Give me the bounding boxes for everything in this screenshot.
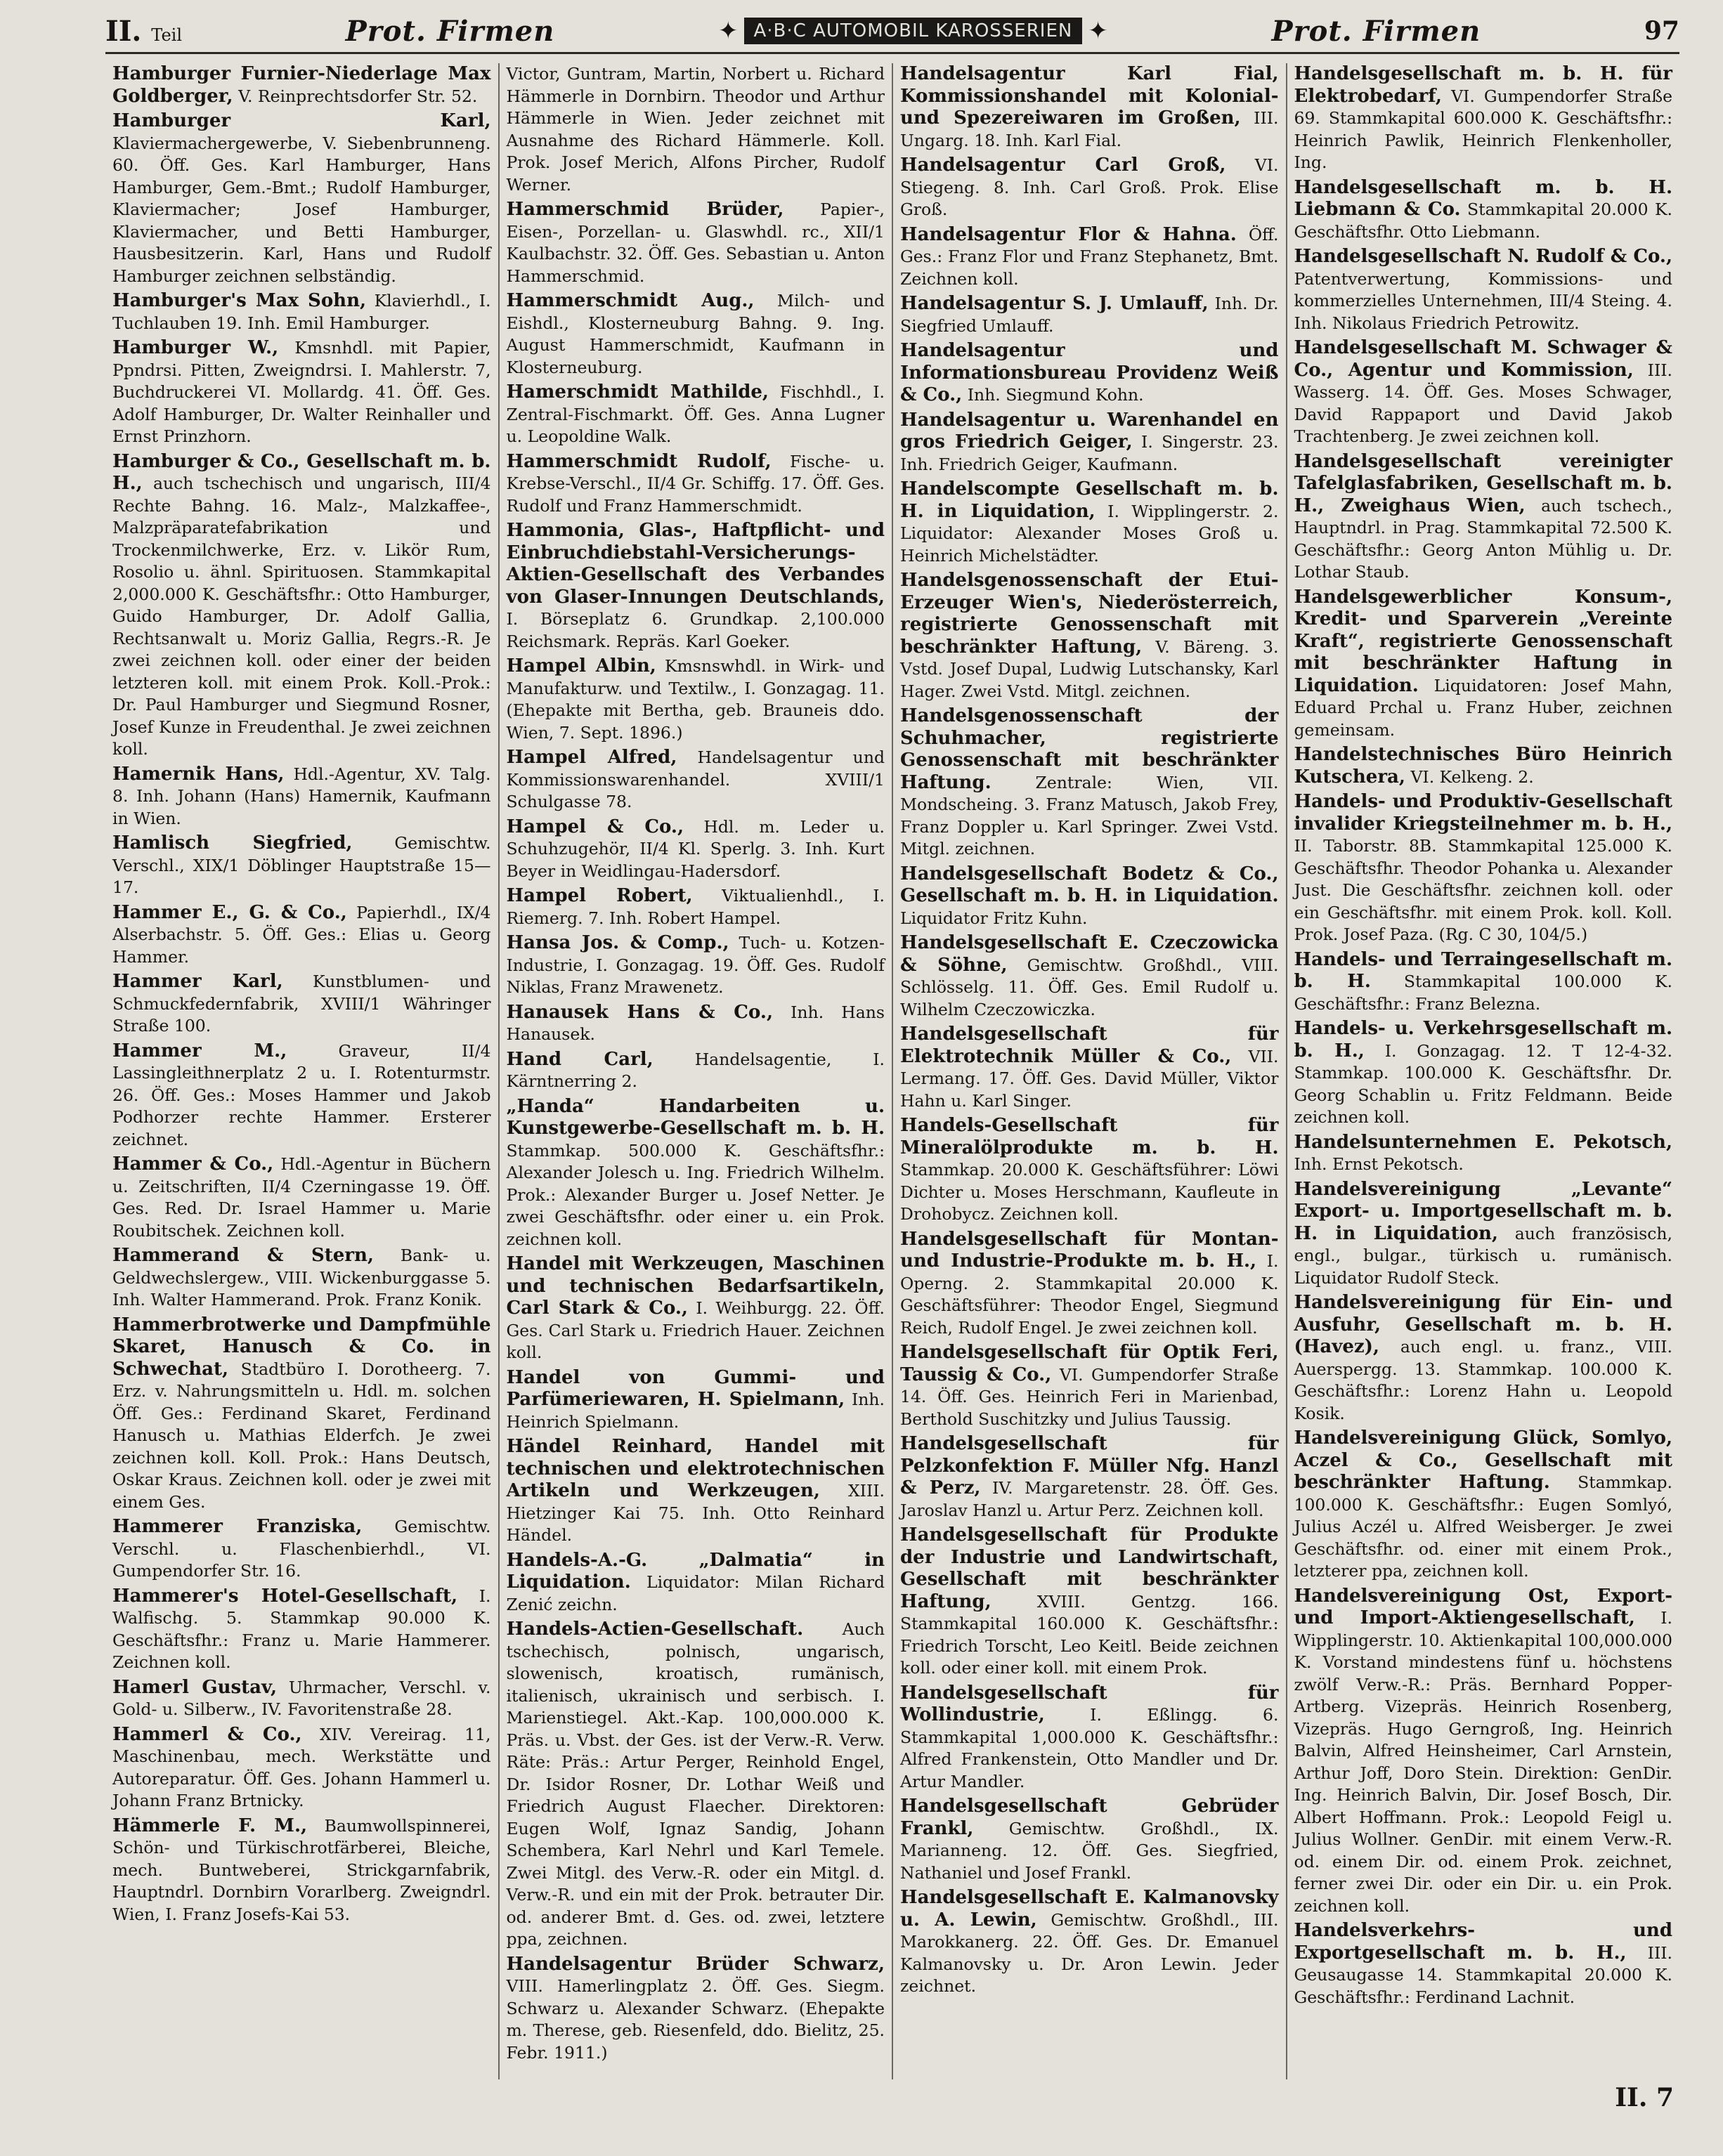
directory-entry xyxy=(1294,587,1673,742)
firm-details: VI. Gumpendorfer Straße 14. Öff. Ges. Heinrich Feri in Marienbad, Berthold Suschitzky und Julius Taussig. xyxy=(900,1364,1279,1429)
directory-entry xyxy=(112,110,491,287)
directory-columns xyxy=(105,63,1679,2079)
directory-entry xyxy=(112,1677,491,1721)
directory-entry xyxy=(1294,177,1673,244)
column-2 xyxy=(500,63,894,2079)
firm-details: Klaviermachergewerbe, V. Siebenbrunneng. 60. Öff. Ges. Karl Hamburger, Hans Hamburger, Gem.-Bmt.; Rudolf Hamburger, Klaviermacher; Josef Hamburger, Klaviermacher, und Betti Hamburger, Hausbesitzerin. Karl, Hans und Rudolf Hamburger zeichnen selbständig. xyxy=(112,133,491,286)
firm-name: Handelsagentur Brüder Schwarz, xyxy=(506,1953,885,1975)
directory-entry xyxy=(507,932,885,999)
firm-details: Uhrmacher, Verschl. v. Gold- u. Silberw., IV. Favoritenstraße 28. xyxy=(112,1677,491,1719)
firm-name: Hammerer Franziska, xyxy=(112,1516,363,1537)
firm-name: Handel mit Werkzeugen, Maschinen und technischen Bedarfsartikeln, Carl Stark & Co., xyxy=(506,1253,885,1319)
directory-entry xyxy=(900,293,1279,337)
firm-name: Hamburger's Max Sohn, xyxy=(112,290,367,311)
firm-details: VI. Kelkeng. 2. xyxy=(1410,766,1534,787)
firm-details: Stammkap. 100.000 K. Geschäftsfhr.: Eugen Somlyó, Julius Aczél u. Alfred Weisberger. Je zwei Geschäftsfhr. od. einer mit einem Prok., letzterer ppa, zeichnen koll. xyxy=(1294,1472,1672,1581)
firm-details: I. Eßlingg. 6. Stammkapital 1,000.000 K. Geschäftsfhr.: Alfred Frankenstein, Otto Mandler und Dr. Artur Mandler. xyxy=(900,1705,1279,1791)
directory-entry xyxy=(507,1436,885,1547)
directory-entry xyxy=(507,747,885,814)
firm-details: Victor, Guntram, Martin, Norbert u. Richard Hämmerle in Dornbirn. Theodor und Arthur Hämmerle in Wien. Jeder zeichnet mit Ausnahme des Richard Hämmerle. Koll. Prok. Josef Merich, Alfons Pircher, Rudolf Werner. xyxy=(506,64,885,195)
directory-entry xyxy=(900,863,1279,930)
firm-name: Hamburger & Co., Gesellschaft m. b. H., xyxy=(112,450,491,494)
firm-details: Stammkap. 20.000 K. Geschäftsführer: Löwi Dichter u. Moses Herschmann, Kaufleute in Drohobycz. Zeichnen koll. xyxy=(900,1160,1279,1224)
firm-name: Handel von Gummi- und Parfümeriewaren, H. Spielmann, xyxy=(506,1366,885,1410)
firm-name: Handelsagentur Flor & Hahna. xyxy=(900,223,1237,245)
firm-details: IV. Margaretenstr. 28. Öff. Ges. Jaroslav Hanzl u. Artur Perz. Zeichnen koll. xyxy=(900,1478,1279,1520)
firm-details: Tuch- u. Kotzen-Industrie, I. Gonzagag. 19. Öff. Ges. Rudolf Niklas, Franz Mrawenetz. xyxy=(506,933,885,997)
directory-entry xyxy=(507,1002,885,1046)
firm-details: XIV. Vereirag. 11, Maschinenbau, mech. Werkstätte und Autoreparatur. Öff. Ges. Johann Hammerl u. Johann Franz Brtnicky. xyxy=(112,1724,491,1810)
firm-details: Inh. Ernst Pekotsch. xyxy=(1294,1154,1464,1174)
directory-entry xyxy=(112,1586,491,1674)
firm-name: Handels- u. Verkehrsgesellschaft m. b. H., xyxy=(1294,1018,1672,1061)
firm-name: Handelsgesellschaft M. Schwager & Co., Agentur und Kommission, xyxy=(1294,337,1672,381)
directory-entry xyxy=(1294,63,1673,174)
firm-details: I. Wipplingerstr. 2. Liquidator: Alexander Moses Groß u. Heinrich Michelstädter. xyxy=(900,501,1279,566)
firm-name: Handels-Actien-Gesellschaft. xyxy=(506,1619,804,1640)
directory-entry xyxy=(507,1253,885,1364)
page-number: 97 xyxy=(1644,16,1679,46)
directory-entry xyxy=(900,155,1279,221)
firm-details: VI. Stiegeng. 8. Inh. Carl Groß. Prok. Elise Groß. xyxy=(900,155,1279,219)
firm-details: Patentverwertung, Kommissions- und kommerzielles Unternehmen, III/4 Steing. 4. Inh. Nikolaus Friedrich Petrowitz. xyxy=(1294,268,1672,333)
firm-name: Hammer M., xyxy=(112,1040,287,1061)
directory-entry xyxy=(900,1524,1279,1680)
firm-details: III. Ungarg. 18. Inh. Karl Fial. xyxy=(900,108,1279,150)
firm-details: auch engl. u. franz., VIII. Auerspergg. 13. Stammkap. 100.000 K. Geschäftsfhr.: Lorenz Hahn u. Leopold Kosik. xyxy=(1294,1337,1672,1423)
firm-details: VIII. Hamerlingplatz 2. Öff. Ges. Siegm. Schwarz u. Alexander Schwarz. (Ehepakte m. Therese, geb. Riesenfeld, ddo. Bielitz, 25. Febr. 1911.) xyxy=(506,1976,885,2063)
firm-details: Öff. Ges.: Franz Flor und Franz Stephanetz, Bmt. Zeichnen koll. xyxy=(900,224,1279,289)
directory-entry xyxy=(112,971,491,1038)
firm-name: Hamburger Karl, xyxy=(112,110,491,131)
firm-name: Hammer & Co., xyxy=(112,1154,274,1175)
firm-details: Gemischtw. Großhdl., III. Marokkanerg. 22. Öff. Ges. Dr. Emanuel Kalmanovsky u. Dr. Aron Lewin. Jeder zeichnet. xyxy=(900,1909,1279,1996)
firm-name: Hand Carl, xyxy=(506,1048,654,1070)
firm-details: I. Weihburgg. 22. Öff. Ges. Carl Stark u. Friedrich Hauer. Zeichnen koll. xyxy=(506,1298,885,1362)
directory-entry xyxy=(112,1815,491,1926)
firm-details: Kmsnswhdl. in Wirk- und Manufakturw. und Textilw., I. Gonzagag. 11. (Ehepakte mit Bertha, geb. Brauneis ddo. Wien, 7. Sept. 1896.) xyxy=(506,656,885,743)
firm-details: Hdl. m. Leder u. Schuhzugehör, II/4 Kl. Sperlg. 3. Inh. Kurt Beyer in Weidlingau-Hadersdorf. xyxy=(506,816,885,881)
directory-entry xyxy=(507,1367,885,1434)
firm-details: Inh. Heinrich Spielmann. xyxy=(506,1390,885,1432)
directory-entry xyxy=(507,63,885,196)
directory-entry xyxy=(1294,791,1673,946)
firm-name: Handelsgesellschaft Bodetz & Co., Gesellschaft m. b. H. in Liquidation. xyxy=(900,863,1279,906)
firm-name: Handelsagentur S. J. Umlauff, xyxy=(900,293,1209,314)
directory-entry xyxy=(112,902,491,969)
firm-name: Handelsgesellschaft für Optik Feri, Taussig & Co., xyxy=(900,1342,1279,1385)
page-header xyxy=(105,10,1679,54)
firm-details: I. Gonzagag. 12. T 12-4-32. Stammkap. 100.000 K. Geschäftsfhr. Dr. Georg Schablin u. Fritz Feldmann. Beide zeichnen koll. xyxy=(1294,1040,1672,1127)
firm-details: I. Singerstr. 23. Inh. Friedrich Geiger, Kaufmann. xyxy=(900,432,1279,474)
firm-details: V. Reinprechtsdorfer Str. 52. xyxy=(238,86,478,106)
firm-details: Papierhdl., IX/4 Alserbachstr. 5. Öff. Ges.: Elias u. Georg Hammer. xyxy=(112,902,491,967)
firm-name: Handels-A.-G. „Dalmatia“ in Liquidation. xyxy=(506,1549,885,1593)
firm-details: I. Wipplingerstr. 10. Aktienkapital 100,000.000 K. Vorstand mindestens fünf u. höchstens zwölf Verw.-R.: Präs. Bernhard Popper-Artberg. Vizepräs. Heinrich Rosenberg, Vizepräs. Hugo Gerngroß, Ing. Heinrich Balvin, Alfred Heinsheimer, Carl Arnstein, Arthur Joff, Doro Stein. Direktion: GenDir. Ing. Heinrich Balvin, Dir. Josef Bosch, Dir. Albert Hoffmann. Prok.: Leopold Feigl u. Julius Wollner. GenDir. mit einem Verw.-R. od. einem Dir. od. einem Prok. zeichnet, ferner zwei Dir. oder ein Dir. u. ein Prok. zeichnen koll. xyxy=(1294,1608,1672,1916)
firm-details: V. Bäreng. 3. Vstd. Josef Dupal, Ludwig Lutschansky, Karl Hager. Zwei Vstd. Mitgl. zeichnen. xyxy=(900,636,1279,701)
firm-name: Hamerschmidt Mathilde, xyxy=(506,381,769,403)
firm-name: Handelsgesellschaft E. Kalmanovsky u. A. Lewin, xyxy=(900,1887,1279,1930)
firm-name: Hammerl & Co., xyxy=(112,1723,302,1745)
firm-name: Handelsgesellschaft N. Rudolf & Co., xyxy=(1294,246,1672,267)
firm-details: auch tschech., Hauptndrl. in Prag. Stammkapital 72.500 K. Geschäftsfhr.: Georg Anton Mühlig u. Dr. Lothar Staub. xyxy=(1294,495,1672,582)
firm-details: I. Walfischg. 5. Stammkap 90.000 K. Geschäftsfhr.: Franz u. Marie Hammerer. Zeichnen koll. xyxy=(112,1586,491,1672)
firm-name: Hammer E., G. & Co., xyxy=(112,901,347,923)
directory-entry xyxy=(900,1683,1279,1794)
firm-details: Handelsagentie, I. Kärntnerring 2. xyxy=(506,1049,885,1091)
firm-details: Stammkap. 500.000 K. Geschäftsfhr.: Alexander Jolesch u. Ing. Friedrich Wilhelm. Prok.: Alexander Burger u. Josef Netter. Je zwei Geschäftsfhr. oder einer u. ein Prok. zeichnen koll. xyxy=(506,1140,885,1249)
directory-entry xyxy=(900,1342,1279,1430)
directory-entry xyxy=(507,290,885,379)
firm-details: Graveur, II/4 Lassingleithnerplatz 2 u. I. Rotenturmstr. 26. Öff. Ges.: Moses Hammer und Jakob Podhorzer rechte Hammer. Ersterer zeichnet. xyxy=(112,1040,491,1149)
firm-name: Hampel Alfred, xyxy=(506,747,677,768)
firm-name: Handelsgesellschaft Gebrüder Frankl, xyxy=(900,1796,1279,1839)
directory-entry xyxy=(112,1154,491,1242)
firm-details: Fischhdl., I. Zentral-Fischmarkt. Öff. Ges. Anna Lugner u. Leopoldine Walk. xyxy=(506,382,885,446)
firm-details: VII. Lermang. 17. Öff. Ges. David Müller, Viktor Hahn u. Karl Singer. xyxy=(900,1046,1279,1111)
firm-details: II. Taborstr. 8B. Stammkapital 125.000 K. Geschäftsfhr. Theodor Pohanka u. Alexander Just. Die Geschäftsfhr. zeichnen koll. oder ein Geschäftsfhr. mit einem Prok. koll. Koll. Prok. Josef Paza. (Rg. C 30, 104/5.) xyxy=(1294,836,1672,944)
firm-name: Hammerbrotwerke und Dampfmühle Skaret, Hanusch & Co. in Schwechat, xyxy=(112,1314,491,1380)
directory-entry xyxy=(112,1245,491,1312)
firm-details: Liquidatoren: Josef Mahn, Eduard Prchal u. Franz Huber, zeichnen gemeinsam. xyxy=(1294,675,1672,740)
firm-details: Liquidator Fritz Kuhn. xyxy=(900,908,1088,928)
firm-details: Stadtbüro I. Dorotheerg. 7. Erz. v. Nahrungsmitteln u. Hdl. m. solchen Öff. Ges.: Ferdinand Skaret, Ferdinand Hanusch u. Mathias Elderfch. Je zwei zeichnen koll. Koll. Prok.: Hans Deutsch, Oskar Kraus. Zeichnen koll. oder je zwei mit einem Ges. xyxy=(112,1359,491,1512)
directory-entry xyxy=(112,1516,491,1583)
firm-name: Handelsgesellschaft für Wollindustrie, xyxy=(900,1682,1279,1725)
section-title-right: Prot. Firmen xyxy=(1271,14,1481,48)
firm-details: I. Operng. 2. Stammkapital 20.000 K. Geschäftsführer: Theodor Engel, Siegmund Reich, Rudolf Engel. Je zwei zeichnen koll. xyxy=(900,1251,1279,1338)
firm-details: Hdl.-Agentur in Büchern u. Zeitschriften, II/4 Czerningasse 19. Öff. Ges. Red. Dr. Israel Hammer u. Marie Roubitschek. Zeichnen koll. xyxy=(112,1154,491,1241)
firm-name: Handelscompte Gesellschaft m. b. H. in Liquidation, xyxy=(900,478,1279,522)
directory-entry xyxy=(507,381,885,448)
directory-entry xyxy=(1294,337,1673,448)
directory-entry xyxy=(507,655,885,744)
firm-name: Handelsgenossenschaft der Etui-Erzeuger Wien's, Niederösterreich, registrierte Genossenschaft mit beschränkter Haftung, xyxy=(900,570,1279,658)
firm-name: Handelsgesellschaft m. b. H. für Elektrobedarf, xyxy=(1294,63,1672,107)
firm-details: Fische- u. Krebse-Verschl., II/4 Gr. Schiffg. 17. Öff. Ges. Rudolf und Franz Hammerschmidt. xyxy=(506,451,885,516)
firm-name: Hamernik Hans, xyxy=(112,763,285,785)
directory-entry xyxy=(900,570,1279,703)
firm-name: Handelsgesellschaft m. b. H. Liebmann & Co. xyxy=(1294,176,1672,220)
directory-entry xyxy=(507,1096,885,1251)
advertisement-banner xyxy=(718,17,1108,45)
firm-name: Handelsvereinigung „Levante“ Export- u. Importgesellschaft m. b. H. in Liquidation, xyxy=(1294,1178,1672,1244)
firm-name: Hammerschmidt Aug., xyxy=(506,290,755,311)
directory-entry xyxy=(507,1954,885,2065)
directory-entry xyxy=(900,340,1279,407)
directory-entry xyxy=(900,932,1279,1021)
column-3 xyxy=(893,63,1287,2079)
firm-name: Hammerer's Hotel-Gesellschaft, xyxy=(112,1585,458,1607)
firm-name: Hammonia, Glas-, Haftpflicht- und Einbruchdiebstahl-Versicherungs-Aktien-Gesellschaft des Verbandes von Glaser-Innungen Deutschlands, xyxy=(506,520,885,608)
firm-details: Liquidator: Milan Richard Zenić zeichn. xyxy=(506,1572,885,1614)
firm-details: III. Geusaugasse 14. Stammkapital 20.000 K. Geschäftsfhr.: Ferdinand Lachnit. xyxy=(1294,1942,1672,2007)
firm-name: Handelsgesellschaft E. Czeczowicka & Söhne, xyxy=(900,932,1279,976)
firm-name: Handelsvereinigung für Ein- und Ausfuhr, Gesellschaft m. b. H. (Havez), xyxy=(1294,1292,1672,1357)
firm-name: Hamerl Gustav, xyxy=(112,1676,278,1698)
firm-name: Hamburger Furnier-Niederlage Max Goldberger, xyxy=(112,63,491,107)
firm-name: Handelsgesellschaft für Montan- und Industrie-Produkte m. b. H., xyxy=(900,1228,1279,1272)
firm-name: Handelsagentur Carl Groß, xyxy=(900,155,1226,176)
banner-ornament-icon: ✦ xyxy=(718,17,739,45)
directory-entry xyxy=(900,1229,1279,1340)
directory-entry xyxy=(1294,246,1673,334)
firm-details: Kmsnhdl. mit Papier, Ppndrsi. Pitten, Zweigndrsi. I. Mahlerstr. 7, Buchdruckerei VI. Mollardg. 41. Öff. Ges. Adolf Hamburger, Dr. Walter Reinhaller und Ernst Prinzhorn. xyxy=(112,338,491,446)
directory-entry xyxy=(900,1115,1279,1226)
firm-details: XVIII. Gentzg. 166. Stammkapital 160.000 K. Geschäftsfhr.: Friedrich Torscht, Leo Keitl. Beide zeichnen koll. oder einer koll. mit einem Prok. xyxy=(900,1591,1279,1678)
directory-entry xyxy=(1294,949,1673,1016)
firm-name: Händel Reinhard, Handel mit technischen und elektrotechnischen Artikeln und Werkzeugen, xyxy=(506,1436,885,1501)
directory-entry xyxy=(507,451,885,518)
firm-details: Gemischtw. Verschl. u. Flaschenbierhdl., VI. Gumpendorfer Str. 16. xyxy=(112,1517,491,1581)
firm-name: Hamburger W., xyxy=(112,337,279,358)
firm-name: Handelsagentur u. Warenhandel en gros Friedrich Geiger, xyxy=(900,409,1279,452)
directory-entry xyxy=(900,63,1279,152)
section-title-left: Prot. Firmen xyxy=(345,14,555,48)
firm-details: Hdl.-Agentur, XV. Talg. 8. Inh. Johann (Hans) Hamernik, Kaufmann in Wien. xyxy=(112,764,491,828)
firm-name: Hammerschmid Brüder, xyxy=(506,199,784,220)
part-label: II. Teil xyxy=(105,14,182,48)
firm-details: Handelsagentur und Kommissionswarenhandel. XVIII/1 Schulgasse 78. xyxy=(506,747,885,811)
directory-entry xyxy=(900,1887,1279,1998)
firm-name: Hammer Karl, xyxy=(112,971,283,992)
firm-name: Hamlisch Siegfried, xyxy=(112,832,353,854)
directory-entry xyxy=(507,199,885,287)
firm-details: Auch tschechisch, polnisch, ungarisch, slowenisch, kroatisch, rumänisch, italienisch, ukrainisch und serbisch. I. Marienstiegel. Akt.-Kap. 100,000.000 K. Präs. u. Vbst. der Ges. ist der Verw.-R. Verw. Räte: Präs.: Artur Perger, Reinhold Engel, Dr. Isidor Rosner, Dr. Lothar Weiß und Friedrich August Flaecher. Direktoren: Eugen Wolf, Ignaz Sandig, Johann Schembera, Karl Nehrl und Karl Temele. Zwei Mitgl. des Verw.-R. oder ein Mitgl. d. Verw.-R. und ein mit der Prok. betrauter Dir. od. anderer Bmt. d. Ges. od. zwei, letztere ppa, zeichnen. xyxy=(506,1619,885,1949)
firm-details: I. Börseplatz 6. Grundkap. 2,100.000 Reichsmark. Repräs. Karl Goeker. xyxy=(506,609,885,651)
firm-details: Viktualienhdl., I. Riemerg. 7. Inh. Robert Hampel. xyxy=(506,886,885,928)
firm-name: Handelsgenossenschaft der Schuhmacher, registrierte Genossenschaft mit beschränkter Haftung. xyxy=(900,705,1279,793)
firm-name: Hanausek Hans & Co., xyxy=(506,1001,773,1023)
firm-details: Gemischtw. Großhdl., VIII. Schlösselg. 11. Öff. Ges. Emil Rudolf u. Wilhelm Czeczowiczka. xyxy=(900,955,1279,1019)
firm-details: Gemischtw. Großhdl., IX. Marianneng. 12. Öff. Ges. Siegfried, Nathaniel und Josef Frankl. xyxy=(900,1818,1279,1883)
directory-entry xyxy=(112,63,491,107)
firm-name: Handelsgesellschaft vereinigter Tafelglasfabriken, Gesellschaft m. b. H., Zweighaus Wien, xyxy=(1294,450,1672,516)
directory-entry xyxy=(112,451,491,761)
firm-name: Handelsagentur und Informationsbureau Providenz Weiß & Co., xyxy=(900,340,1279,405)
firm-name: Hampel Robert, xyxy=(506,885,693,906)
banner-ornament-icon: ✦ xyxy=(1088,17,1108,45)
directory-entry xyxy=(112,1040,491,1151)
firm-details: Inh. Siegmund Kohn. xyxy=(967,385,1144,405)
firm-name: Handelsvereinigung Ost, Export- und Import-Aktiengesellschaft, xyxy=(1294,1585,1672,1628)
column-4 xyxy=(1287,63,1680,2079)
directory-entry xyxy=(507,885,885,929)
firm-name: „Handa“ Handarbeiten u. Kunstgewerbe-Gesellschaft m. b. H. xyxy=(506,1095,885,1139)
directory-entry xyxy=(1294,1920,1673,2008)
directory-entry xyxy=(900,410,1279,476)
directory-entry xyxy=(112,1314,491,1514)
firm-name: Handelsunternehmen E. Pekotsch, xyxy=(1294,1131,1672,1153)
firm-name: Hammerand & Stern, xyxy=(112,1245,374,1266)
firm-details: Inh. Hans Hanausek. xyxy=(506,1002,885,1044)
firm-name: Handels- und Terraingesellschaft m. b. H. xyxy=(1294,948,1672,992)
directory-entry xyxy=(1294,1427,1673,1583)
firm-details: Kunstblumen- und Schmuckfedernfabrik, XVIII/1 Währinger Straße 100. xyxy=(112,972,491,1035)
firm-details: Papier-, Eisen-, Porzellan- u. Glaswhdl. rc., XII/1 Kaulbachstr. 32. Öff. Ges. Sebastian u. Anton Hammerschmid. xyxy=(506,200,885,286)
firm-name: Handelsgewerblicher Konsum-, Kredit- und Sparverein „Vereinte Kraft“, registrierte Genossenschaft mit beschränkter Haftung in Liquidation. xyxy=(1294,586,1672,696)
firm-details: Zentrale: Wien, VII. Mondscheing. 3. Franz Matusch, Jakob Frey, Franz Doppler u. Karl Springer. Zwei Vstd. Mitgl. zeichnen. xyxy=(900,772,1279,858)
directory-entry xyxy=(507,816,885,883)
firm-details: Stammkapital 20.000 K. Geschäftsfhr. Otto Liebmann. xyxy=(1294,200,1672,242)
directory-entry xyxy=(900,705,1279,861)
directory-entry xyxy=(1294,1018,1673,1129)
directory-entry xyxy=(900,1024,1279,1112)
directory-entry xyxy=(507,1619,885,1951)
page-footer-signature: II. 7 xyxy=(1615,2083,1674,2112)
directory-entry xyxy=(112,1724,491,1812)
banner-text: A·B·C AUTOMOBIL KAROSSERIEN xyxy=(744,18,1083,44)
firm-name: Handelsverkehrs- und Exportgesellschaft m. b. H., xyxy=(1294,1920,1672,1964)
firm-name: Hammerschmidt Rudolf, xyxy=(506,450,772,472)
firm-name: Hampel & Co., xyxy=(506,816,684,837)
directory-entry xyxy=(1294,451,1673,584)
firm-details: III. Wasserg. 14. Öff. Ges. Moses Schwager, David Rappaport und David Jakob Trachtenberg. Je zwei zeichnen koll. xyxy=(1294,360,1672,446)
firm-name: Hämmerle F. M., xyxy=(112,1815,308,1836)
firm-name: Handelsgesellschaft für Elektrotechnik Müller & Co., xyxy=(900,1024,1279,1067)
directory-entry xyxy=(1294,1586,1673,1918)
firm-name: Hampel Albin, xyxy=(506,655,656,677)
directory-entry xyxy=(1294,1179,1673,1290)
firm-details: Milch- und Eishdl., Klosterneuburg Bahng. 9. Ing. August Hammerschmidt, Kaufmann in Klosterneuburg. xyxy=(506,291,885,377)
column-1 xyxy=(105,63,500,2079)
firm-name: Handelsagentur Karl Fial, Kommissionshandel mit Kolonial- und Spezereiwaren im Großen, xyxy=(900,63,1279,129)
firm-details: Bank- u. Geldwechslergew., VIII. Wickenburggasse 5. Inh. Walter Hammerand. Prok. Franz Konik. xyxy=(112,1246,491,1309)
directory-entry xyxy=(900,224,1279,291)
firm-name: Handelstechnisches Büro Heinrich Kutschera, xyxy=(1294,744,1672,788)
firm-details: XIII. Hietzinger Kai 75. Inh. Otto Reinhard Händel. xyxy=(506,1481,885,1545)
directory-entry xyxy=(507,520,885,653)
firm-name: Handelsgesellschaft für Pelzkonfektion F. Müller Nfg. Hanzl & Perz, xyxy=(900,1433,1279,1498)
directory-entry xyxy=(900,1433,1279,1522)
firm-name: Handelsgesellschaft für Produkte der Industrie und Landwirtschaft, Gesellschaft mit beschränkter Haftung, xyxy=(900,1524,1279,1612)
directory-entry xyxy=(507,1550,885,1616)
firm-details: Baumwollspinnerei, Schön- und Türkischrotfärberei, Bleiche, mech. Buntweberei, Strickgarnfabrik, Hauptndrl. Dornbirn Vorarlberg. Zweigndrl. Wien, I. Franz Josefs-Kai 53. xyxy=(112,1815,491,1924)
directory-entry xyxy=(507,1049,885,1093)
directory-entry xyxy=(1294,1132,1673,1176)
firm-details: Klavierhdl., I. Tuchlauben 19. Inh. Emil Hamburger. xyxy=(112,291,491,333)
directory-entry xyxy=(1294,1292,1673,1425)
firm-details: Gemischtw. Verschl., XIX/1 Döblinger Hauptstraße 15—17. xyxy=(112,833,491,897)
directory-entry xyxy=(112,764,491,830)
directory-entry xyxy=(1294,744,1673,788)
firm-name: Handelsvereinigung Glück, Somlyo, Aczel & Co., Gesellschaft mit beschränkter Haftung. xyxy=(1294,1427,1672,1493)
firm-name: Handels-Gesellschaft für Mineralölprodukte m. b. H. xyxy=(900,1115,1279,1158)
firm-name: Hansa Jos. & Comp., xyxy=(506,932,729,953)
directory-entry xyxy=(112,832,491,899)
directory-entry xyxy=(900,478,1279,567)
firm-details: Stammkapital 100.000 K. Geschäftsfhr.: Franz Belezna. xyxy=(1294,972,1672,1014)
firm-details: auch tschechisch und ungarisch, III/4 Rechte Bahng. 16. Malz-, Malzkaffee-, Malzpräparatefabrikation und Trockenmilchwerke, Erz. v. Likör Rum, Rosolio u. ähnl. Spirituosen. Stammkapital 2,000.000 K. Geschäftsfhr.: Otto Hamburger, Guido Hamburger, Dr. Adolf Gallia, Rechtsanwalt u. Moriz Gallia, Regrs.-R. Je zwei zeichnen koll. oder einer der beiden letzteren koll. mit einem Prok. Koll.-Prok.: Dr. Paul Hamburger und Siegmund Rosner, Josef Kunze in Freudenthal. Je zwei zeichnen koll. xyxy=(112,473,491,759)
directory-entry xyxy=(112,290,491,334)
firm-name: Handels- und Produktiv-Gesellschaft invalider Kriegsteilnehmer m. b. H., xyxy=(1294,791,1672,835)
firm-details: Inh. Dr. Siegfried Umlauff. xyxy=(900,294,1279,336)
directory-entry xyxy=(112,337,491,448)
directory-entry xyxy=(900,1796,1279,1884)
firm-details: VI. Gumpendorfer Straße 69. Stammkapital 600.000 K. Geschäftsfhr.: Heinrich Pawlik, Heinrich Flenkenholler, Ing. xyxy=(1294,86,1672,172)
firm-details: auch französisch, engl., bulgar., türkisch u. rumänisch. Liquidator Rudolf Steck. xyxy=(1294,1223,1672,1288)
